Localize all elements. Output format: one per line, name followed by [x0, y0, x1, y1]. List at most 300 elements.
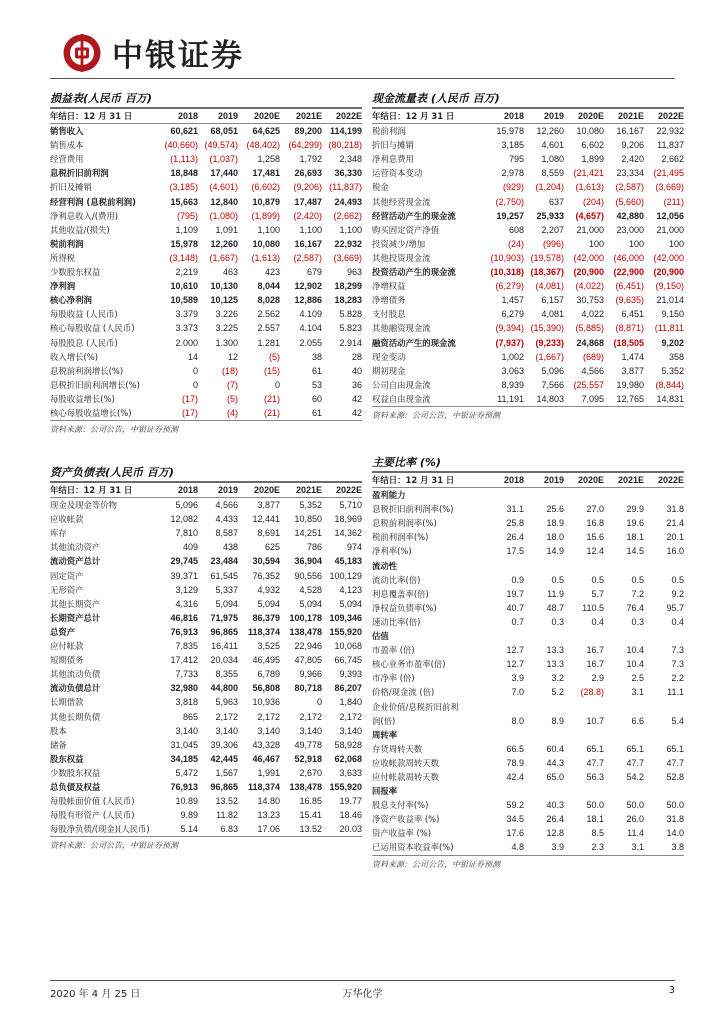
table-header-row: [372, 109, 684, 124]
value-cell: 10,589: [170, 295, 198, 306]
value-cell: 43,328: [252, 739, 280, 750]
value-cell: 39,371: [170, 570, 198, 581]
value-cell: 7,835: [175, 641, 198, 652]
table-row: [372, 209, 684, 223]
table-row: [50, 195, 362, 209]
value-cell: 3,525: [257, 641, 280, 652]
value-cell: 1,792: [299, 154, 322, 165]
row-label: 其他长期资产: [50, 598, 101, 609]
table-row: [50, 307, 362, 321]
value-cell: 5,096: [175, 500, 198, 511]
value-cell: 44.3: [546, 757, 564, 768]
value-cell: 19,980: [616, 379, 644, 390]
value-cell: 96,865: [210, 626, 238, 637]
value-cell: 2.055: [299, 337, 322, 348]
value-cell: 9,206: [621, 140, 644, 151]
value-cell: 7.0: [511, 687, 524, 698]
value-cell: 5,963: [215, 697, 238, 708]
value-cell: 30,594: [252, 556, 280, 567]
row-label: 应付帐款: [50, 641, 84, 652]
value-cell: 14.0: [666, 828, 684, 839]
value-cell: 65.1: [666, 743, 684, 754]
value-cell: 3,140: [257, 725, 280, 736]
value-cell: [564, 488, 604, 503]
value-cell: 3,063: [501, 365, 524, 376]
value-cell: (4,601): [209, 182, 238, 193]
table-row: [372, 237, 684, 251]
value-cell: [524, 488, 564, 503]
column-header-year: 2021E: [617, 111, 644, 121]
value-cell: (1,899): [251, 210, 280, 221]
value-cell: (1,037): [209, 154, 238, 165]
row-label: 已运用资本收益率(%): [372, 842, 454, 853]
row-label: 权益自由现金流: [372, 393, 431, 404]
value-cell: (22,900: [613, 267, 644, 278]
value-cell: 9,150: [661, 309, 684, 320]
table-row: [50, 540, 362, 554]
value-cell: 31,045: [170, 739, 198, 750]
row-label: 现金及现金等价物: [50, 500, 117, 511]
balance-title: 资产负债表(人民币 百万): [50, 464, 362, 483]
value-cell: 30,753: [576, 295, 604, 306]
table-row: [372, 770, 684, 784]
value-cell: 10,130: [210, 281, 238, 292]
value-cell: 89,200: [294, 126, 322, 137]
value-cell: 20,034: [210, 655, 238, 666]
row-label: 总负债及权益: [50, 781, 101, 792]
value-cell: 60,621: [170, 126, 198, 137]
column-header-year: 2020E: [577, 475, 604, 485]
value-cell: [524, 784, 564, 798]
value-cell: 5.4: [671, 715, 684, 726]
value-cell: 10,068: [334, 641, 362, 652]
value-cell: 90,556: [294, 570, 322, 581]
row-label: 回报率: [372, 786, 398, 797]
value-cell: 7,733: [175, 669, 198, 680]
value-cell: 26,693: [294, 168, 322, 179]
row-label: 税金: [372, 182, 389, 193]
income-source-note: 资料来源：公司公告，中银证券预测: [50, 420, 362, 435]
row-label: 固定资产: [50, 570, 84, 581]
table-row: [50, 223, 362, 237]
value-cell: 1,100: [299, 224, 322, 235]
row-label: 销售成本: [50, 140, 84, 151]
value-cell: 42: [351, 407, 362, 418]
cashflow-title: 现金流量表 (人民币 百万): [372, 90, 684, 109]
table-row: [372, 826, 684, 840]
value-cell: (2,750): [495, 196, 524, 207]
value-cell: 3.2: [551, 673, 564, 684]
row-label: 应付帐款周转天数: [372, 771, 439, 782]
footer-date: 2020 年 4 月 25 日: [50, 989, 141, 1000]
table-row: [372, 629, 684, 643]
value-cell: 27.0: [586, 504, 604, 515]
column-header-year: 2019: [543, 111, 564, 121]
table-row: [372, 251, 684, 265]
value-cell: 12.8: [546, 828, 564, 839]
value-cell: 118,374: [247, 626, 280, 637]
value-cell: 423: [264, 267, 280, 278]
value-cell: 12,765: [616, 393, 644, 404]
value-cell: 5.14: [180, 824, 198, 835]
value-cell: 15.6: [586, 532, 604, 543]
value-cell: (5): [227, 393, 238, 404]
table-row: [372, 516, 684, 530]
table-row: [50, 293, 362, 307]
value-cell: 32,980: [170, 683, 198, 694]
row-label: 少数股东权益: [50, 267, 101, 278]
value-cell: 114,199: [329, 126, 362, 137]
table-row: [372, 798, 684, 812]
row-label: 其他融资现金流: [372, 323, 431, 334]
value-cell: 5.823: [339, 323, 362, 334]
value-cell: [604, 728, 644, 742]
value-cell: 46,467: [252, 753, 280, 764]
value-cell: 2,670: [299, 767, 322, 778]
value-cell: 16,167: [294, 238, 322, 249]
value-cell: 5,094: [257, 598, 280, 609]
value-cell: 3,129: [175, 584, 198, 595]
row-label: 投资活动产生的现金流: [372, 267, 456, 278]
value-cell: 47.7: [626, 757, 644, 768]
value-cell: 26.0: [626, 814, 644, 825]
table-row: [50, 794, 362, 808]
value-cell: (2,662): [333, 210, 362, 221]
table-row: [50, 780, 362, 794]
value-cell: 61: [311, 365, 322, 376]
value-cell: 58,928: [334, 739, 362, 750]
value-cell: 15.41: [299, 810, 322, 821]
column-header-label: 年结日：12 月 31 日: [50, 111, 133, 121]
table-header-row: [50, 483, 362, 498]
value-cell: 13.52: [299, 824, 322, 835]
value-cell: 2,172: [299, 711, 322, 722]
value-cell: 5,337: [215, 584, 238, 595]
value-cell: 0.9: [511, 574, 524, 585]
value-cell: (15): [263, 365, 280, 376]
value-cell: 100,178: [289, 612, 322, 623]
value-cell: 65.0: [546, 771, 564, 782]
value-cell: (18,505: [613, 337, 644, 348]
value-cell: 50.0: [586, 800, 604, 811]
table-row: [50, 166, 362, 180]
column-header-year: 2022E: [657, 475, 684, 485]
value-cell: 5,352: [299, 500, 322, 511]
value-cell: 14,831: [656, 393, 684, 404]
value-cell: 2.914: [339, 337, 362, 348]
value-cell: 3,140: [299, 725, 322, 736]
table-row: [50, 766, 362, 780]
bank-of-china-logo-icon: [62, 33, 102, 73]
row-label: 息税前利润增长(%): [50, 365, 124, 376]
value-cell: (42,000: [573, 252, 604, 263]
balance-source-note: 资料来源：公司公告，中银证券预测: [50, 836, 362, 851]
value-cell: (10,903): [490, 252, 524, 263]
value-cell: 20.1: [666, 532, 684, 543]
value-cell: 19,257: [496, 210, 524, 221]
row-label: 估值: [372, 631, 389, 642]
value-cell: 0.4: [671, 616, 684, 627]
value-cell: (7): [227, 379, 238, 390]
value-cell: 34,185: [170, 753, 198, 764]
table-row: [50, 152, 362, 166]
value-cell: (40,660): [164, 140, 198, 151]
value-cell: 7.3: [671, 659, 684, 670]
table-row: [50, 808, 362, 822]
value-cell: (4): [227, 407, 238, 418]
value-cell: 4,601: [541, 140, 564, 151]
value-cell: [564, 700, 604, 714]
value-cell: (4,022): [575, 281, 604, 292]
value-cell: 42,880: [616, 210, 644, 221]
table-row: [50, 625, 362, 639]
value-cell: [644, 700, 684, 714]
value-cell: 12,902: [294, 281, 322, 292]
value-cell: 1,474: [621, 351, 644, 362]
value-cell: 16.0: [666, 546, 684, 557]
value-cell: 11.4: [627, 828, 644, 839]
value-cell: 8,355: [215, 669, 238, 680]
value-cell: 16.8: [586, 518, 604, 529]
value-cell: 36: [351, 379, 362, 390]
value-cell: 13.23: [257, 810, 280, 821]
value-cell: 0.5: [551, 574, 564, 585]
value-cell: 138,478: [289, 626, 322, 637]
value-cell: 76.4: [626, 602, 644, 613]
value-cell: 0: [192, 365, 198, 376]
value-cell: 5.828: [339, 309, 362, 320]
page-footer: [50, 980, 675, 1000]
table-row: [50, 364, 362, 378]
value-cell: 31.8: [666, 504, 684, 515]
value-cell: (204): [582, 196, 604, 207]
value-cell: [484, 488, 524, 503]
row-label: 股本: [50, 725, 67, 736]
value-cell: 8,044: [257, 281, 280, 292]
column-header-year: 2021E: [295, 111, 322, 121]
value-cell: 7.2: [631, 588, 644, 599]
value-cell: 71,975: [210, 612, 238, 623]
value-cell: (20,900: [573, 267, 604, 278]
value-cell: 3.8: [671, 842, 684, 853]
cashflow-table: [372, 109, 684, 406]
row-label: 税前利润: [372, 126, 406, 137]
value-cell: 15,663: [170, 196, 198, 207]
value-cell: 0.7: [511, 616, 524, 627]
table-row: [372, 812, 684, 826]
value-cell: (4,657): [575, 210, 604, 221]
value-cell: (28.8): [580, 687, 604, 698]
value-cell: 7.3: [671, 645, 684, 656]
value-cell: 7,095: [581, 393, 604, 404]
table-row: [372, 336, 684, 350]
table-row: [372, 601, 684, 615]
value-cell: 29,745: [170, 556, 198, 567]
column-header-year: 2021E: [617, 475, 644, 485]
value-cell: 42: [351, 393, 362, 404]
value-cell: 46,495: [252, 655, 280, 666]
value-cell: (19,578): [530, 252, 564, 263]
value-cell: (9,635): [615, 295, 644, 306]
row-label: 股息支付率(%): [372, 800, 429, 811]
value-cell: 795: [508, 154, 524, 165]
value-cell: 18,969: [334, 514, 362, 525]
value-cell: 60.4: [546, 743, 564, 754]
value-cell: 76,913: [170, 626, 198, 637]
value-cell: 31.1: [506, 504, 524, 515]
value-cell: (21,495: [653, 168, 684, 179]
value-cell: [604, 700, 644, 714]
value-cell: (9,150): [655, 281, 684, 292]
value-cell: 23,000: [616, 224, 644, 235]
value-cell: 12,260: [210, 238, 238, 249]
value-cell: 138,478: [289, 781, 322, 792]
table-row: [50, 639, 362, 653]
value-cell: 0.5: [591, 574, 604, 585]
value-cell: 24,868: [576, 337, 604, 348]
value-cell: 2.5: [631, 673, 644, 684]
value-cell: 358: [668, 351, 684, 362]
value-cell: 2.562: [257, 309, 280, 320]
value-cell: [484, 728, 524, 742]
value-cell: [524, 728, 564, 742]
value-cell: (21): [263, 407, 280, 418]
value-cell: [564, 629, 604, 643]
value-cell: (3,669): [655, 182, 684, 193]
value-cell: 4,433: [215, 514, 238, 525]
row-label: 税前利润率(%): [372, 532, 429, 543]
value-cell: 3,185: [501, 140, 524, 151]
value-cell: 4,123: [339, 584, 362, 595]
value-cell: 1,080: [541, 154, 564, 165]
value-cell: 1,840: [339, 697, 362, 708]
value-cell: 8,939: [501, 379, 524, 390]
value-cell: (3,148): [169, 252, 198, 263]
value-cell: 6,451: [621, 309, 644, 320]
value-cell: 8,587: [215, 528, 238, 539]
value-cell: 5,352: [661, 365, 684, 376]
value-cell: (7,937): [495, 337, 524, 348]
value-cell: [484, 700, 524, 714]
row-label: 折旧及摊销: [50, 182, 92, 193]
table-row: [372, 714, 684, 728]
value-cell: 4,022: [581, 309, 604, 320]
table-row: [372, 265, 684, 279]
row-label: 息税折旧前利润率(%): [372, 504, 454, 515]
value-cell: 28: [351, 351, 362, 362]
value-cell: 6.6: [631, 715, 644, 726]
balance-sheet-panel: [50, 464, 362, 851]
row-label: 企业价值/息税折旧前利: [372, 701, 459, 712]
row-label: 其他经营现金流: [372, 196, 431, 207]
value-cell: (6,279): [495, 281, 524, 292]
value-cell: 786: [306, 542, 322, 553]
value-cell: 11.1: [667, 687, 684, 698]
row-label: 无形资产: [50, 584, 84, 595]
value-cell: 12,441: [252, 514, 280, 525]
value-cell: 17.6: [506, 828, 524, 839]
value-cell: 13.52: [215, 796, 238, 807]
value-cell: 10,879: [252, 196, 280, 207]
row-label: 其他投资现金流: [372, 252, 431, 263]
value-cell: 42,445: [210, 753, 238, 764]
value-cell: 5,096: [541, 365, 564, 376]
value-cell: 10.7: [586, 715, 604, 726]
value-cell: 2.557: [257, 323, 280, 334]
value-cell: 23,334: [616, 168, 644, 179]
table-row: [372, 840, 684, 854]
value-cell: 4,528: [299, 584, 322, 595]
value-cell: 3,877: [621, 365, 644, 376]
table-row: [50, 321, 362, 335]
value-cell: 36,330: [334, 168, 362, 179]
row-label: 经营利润 (息税前利润): [50, 196, 136, 207]
value-cell: 10.4: [626, 645, 644, 656]
value-cell: [524, 559, 564, 573]
table-row: [372, 223, 684, 237]
row-label: 融资活动产生的现金流: [372, 337, 456, 348]
table-header-row: [50, 109, 362, 124]
table-row: [50, 237, 362, 251]
table-row: [372, 544, 684, 558]
table-row: [372, 124, 684, 139]
value-cell: 16,411: [211, 641, 238, 652]
value-cell: 26.4: [506, 532, 524, 543]
value-cell: 17.06: [257, 824, 280, 835]
value-cell: [644, 728, 684, 742]
value-cell: (42,000: [653, 252, 684, 263]
value-cell: 62,068: [334, 753, 362, 764]
value-cell: [484, 559, 524, 573]
value-cell: [644, 784, 684, 798]
value-cell: 4,316: [175, 598, 198, 609]
value-cell: (5,660): [615, 196, 644, 207]
value-cell: 18,283: [334, 295, 362, 306]
value-cell: 1,258: [257, 154, 280, 165]
value-cell: [484, 784, 524, 798]
row-label: 每股有形资产 (人民币): [50, 810, 135, 821]
row-label: 存货周转天数: [372, 743, 423, 754]
value-cell: 100: [668, 238, 684, 249]
value-cell: 50.0: [666, 800, 684, 811]
value-cell: 31.8: [666, 814, 684, 825]
value-cell: 65.1: [586, 743, 604, 754]
value-cell: (5): [269, 351, 280, 362]
value-cell: 12,260: [536, 126, 564, 137]
row-label: 流动比率(倍): [372, 574, 421, 585]
value-cell: 52.8: [666, 771, 684, 782]
value-cell: 12: [227, 351, 238, 362]
value-cell: (2,587): [293, 252, 322, 263]
value-cell: 42.4: [506, 771, 524, 782]
value-cell: (689): [582, 351, 604, 362]
row-label: 息税折旧前利润增长(%): [50, 379, 140, 390]
value-cell: (1,667): [209, 252, 238, 263]
cashflow-source-note: 资料来源：公司公告，中银证券预测: [372, 406, 684, 421]
value-cell: 2,172: [257, 711, 280, 722]
value-cell: 0: [274, 379, 280, 390]
value-cell: 2.3: [591, 842, 604, 853]
value-cell: 6,789: [257, 669, 280, 680]
value-cell: 5,094: [339, 598, 362, 609]
table-row: [50, 209, 362, 223]
value-cell: (46,000: [613, 252, 644, 263]
column-header-year: 2018: [177, 111, 198, 121]
value-cell: (8,871): [615, 323, 644, 334]
value-cell: 6,279: [501, 309, 524, 320]
row-label: 其他长期负债: [50, 711, 101, 722]
value-cell: 5,472: [175, 767, 198, 778]
